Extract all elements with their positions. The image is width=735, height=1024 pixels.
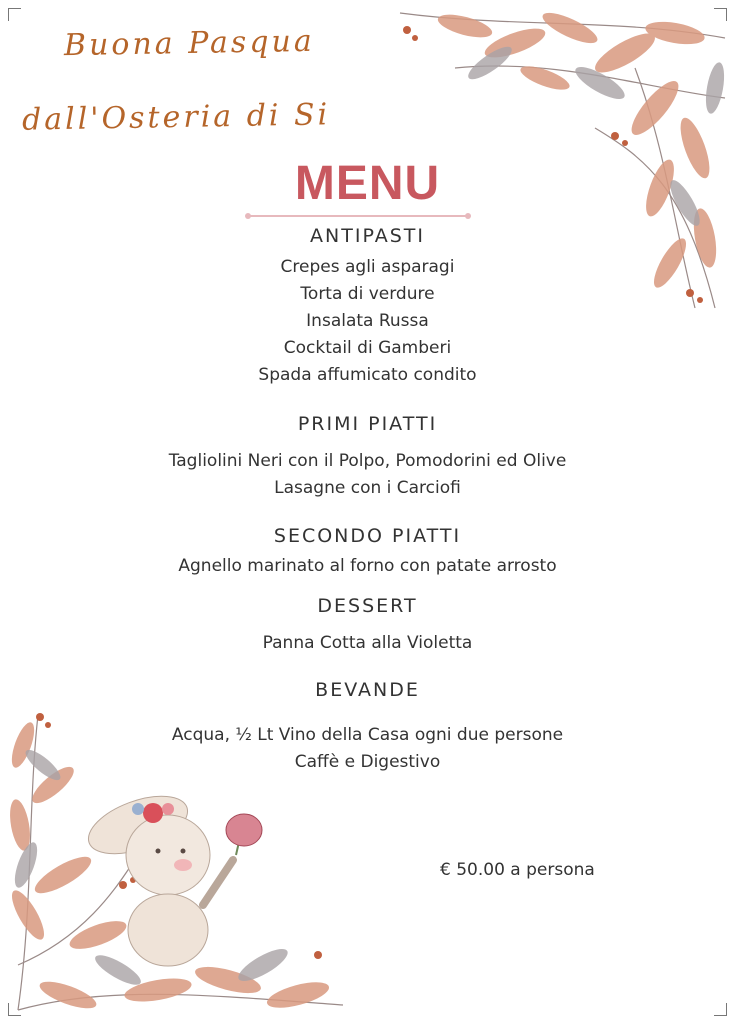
section-primi <box>0 448 735 502</box>
section-heading-dessert: DESSERT <box>317 595 418 617</box>
menu-item: Acqua, ½ Lt Vino della Casa ogni due persone <box>171 725 564 745</box>
section-bevande <box>0 722 735 776</box>
menu-item: Torta di verdure <box>300 284 435 304</box>
section-heading-bevande: BEVANDE <box>315 679 420 701</box>
menu-item: Cocktail di Gamberi <box>283 338 452 358</box>
menu-item: Panna Cotta alla Violetta <box>262 633 473 653</box>
menu-item: Insalata Russa <box>306 311 429 331</box>
greeting-line-2: dall'Osteria di Si <box>21 97 331 138</box>
menu-item: Agnello marinato al forno con patate arrosto <box>178 556 557 576</box>
menu-item: Spada affumicato condito <box>258 365 477 385</box>
menu-item: Lasagne con i Carciofi <box>274 478 461 498</box>
greeting-line-1: Buona Pasqua <box>63 23 315 64</box>
section-heading-antipasti: ANTIPASTI <box>310 225 425 247</box>
crop-mark <box>8 8 21 21</box>
menu-item: Tagliolini Neri con il Polpo, Pomodorini ed Olive <box>168 451 567 471</box>
section-heading-secondo: SECONDO PIATTI <box>273 525 462 547</box>
section-antipasti <box>0 254 735 389</box>
crop-mark <box>714 1003 727 1016</box>
menu-title: MENU <box>294 157 441 210</box>
menu-item: Crepes agli asparagi <box>280 257 455 277</box>
menu-item: Caffè e Digestivo <box>294 752 441 772</box>
section-heading-primi: PRIMI PIATTI <box>297 413 438 435</box>
section-dessert <box>0 630 735 657</box>
title-divider <box>248 215 468 217</box>
price-per-person: € 50.00 a persona <box>440 860 595 880</box>
section-secondo <box>0 553 735 580</box>
